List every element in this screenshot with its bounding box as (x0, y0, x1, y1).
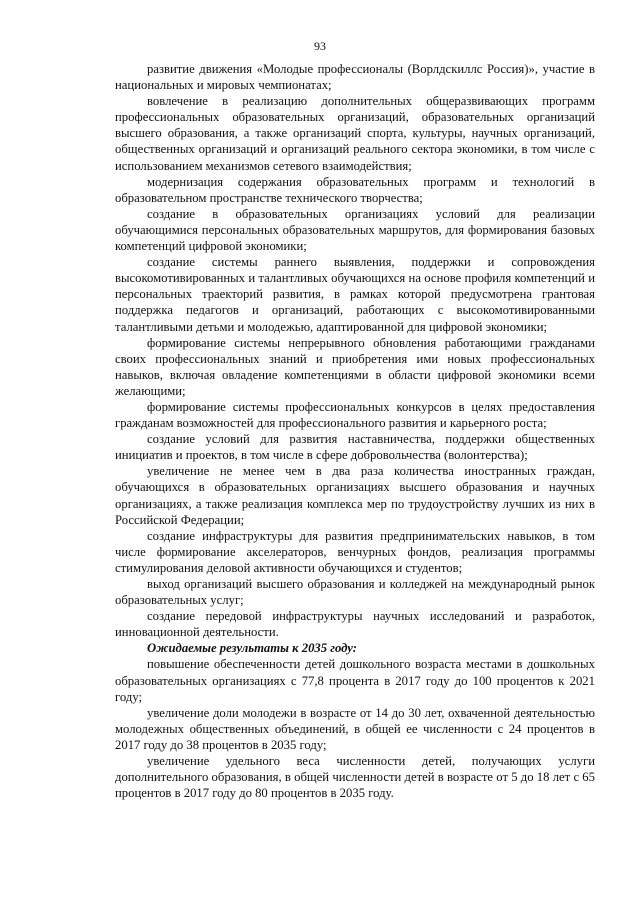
paragraph: повышение обеспеченности детей дошкольного возраста местами в дошкольных образовательных организациях с 77,8 процента в 2017 году до 100 процентов к 2021 году; (115, 657, 595, 704)
paragraph: увеличение удельного веса численности детей, получающих услуги дополнительного образования, в общей численности детей в возрасте от 5 до 18 лет с 65 процентов в 2017 году до 80 процентов в 2035 году. (115, 754, 595, 801)
paragraph: вовлечение в реализацию дополнительных общеразвивающих программ профессиональных образовательных организаций, образовательных организаций высшего образования, а также организаций спорта, культуры, научных организаций, общественных организаций и организаций реального сектора экономики, в том числе с использованием механизмов сетевого взаимодействия; (115, 94, 595, 173)
paragraph: модернизация содержания образовательных программ и технологий в образовательном пространстве технического творчества; (115, 174, 595, 205)
paragraph: увеличение не менее чем в два раза количества иностранных граждан, обучающихся в образовательных организациях высшего образования и научных организациях, а также реализация комплекса мер по трудоустройству лучших из них в Российской Федерации; (115, 464, 595, 527)
paragraph: создание системы раннего выявления, поддержки и сопровождения высокомотивированных и талантливых обучающихся на основе профиля компетенций и персональных траекторий развития, в рамках которой предусмотрена грантовая поддержка педагогов и организаций, работающих с высокомотивированными талантливыми детьми и молодежью, адаптированной для цифровой экономики; (115, 255, 595, 334)
paragraph: формирование системы профессиональных конкурсов в целях предоставления гражданам возможностей для профессионального развития и карьерного роста; (115, 399, 595, 431)
paragraph: формирование системы непрерывного обновления работающими гражданами своих профессиональных знаний и приобретения ими новых профессиональных навыков, включая овладение компетенциями в области цифровой экономики всеми желающими; (115, 335, 595, 398)
section-heading: Ожидаемые результаты к 2035 году: (147, 641, 357, 656)
paragraph: создание условий для развития наставничества, поддержки общественных инициатив и проектов, в том числе в сфере добровольчества (волонтерства); (115, 432, 595, 463)
paragraph: создание передовой инфраструктуры научных исследований и разработок, инновационной деятельности. (115, 609, 595, 640)
paragraph: выход организаций высшего образования и колледжей на международный рынок образовательных услуг; (115, 577, 595, 608)
document-body (115, 61, 595, 801)
paragraph: развитие движения «Молодые профессионалы (Ворлдскиллс Россия)», участие в национальных и мировых чемпионатах; (115, 62, 595, 93)
paragraph: увеличение доли молодежи в возрасте от 14 до 30 лет, охваченной деятельностью молодежных общественных объединений, в общей ее численности с 24 процентов в 2017 году до 38 процентов в 2035 году; (115, 705, 595, 752)
paragraph: создание в образовательных организациях условий для реализации обучающимися персональных образовательных маршрутов, для формирования базовых компетенций цифровой экономики; (115, 206, 595, 254)
paragraph: создание инфраструктуры для развития предпринимательских навыков, в том числе формирование акселераторов, венчурных фондов, реализация программы стимулирования деловой активности обучающихся и студентов; (115, 528, 595, 575)
page-number: 93 (314, 39, 326, 53)
